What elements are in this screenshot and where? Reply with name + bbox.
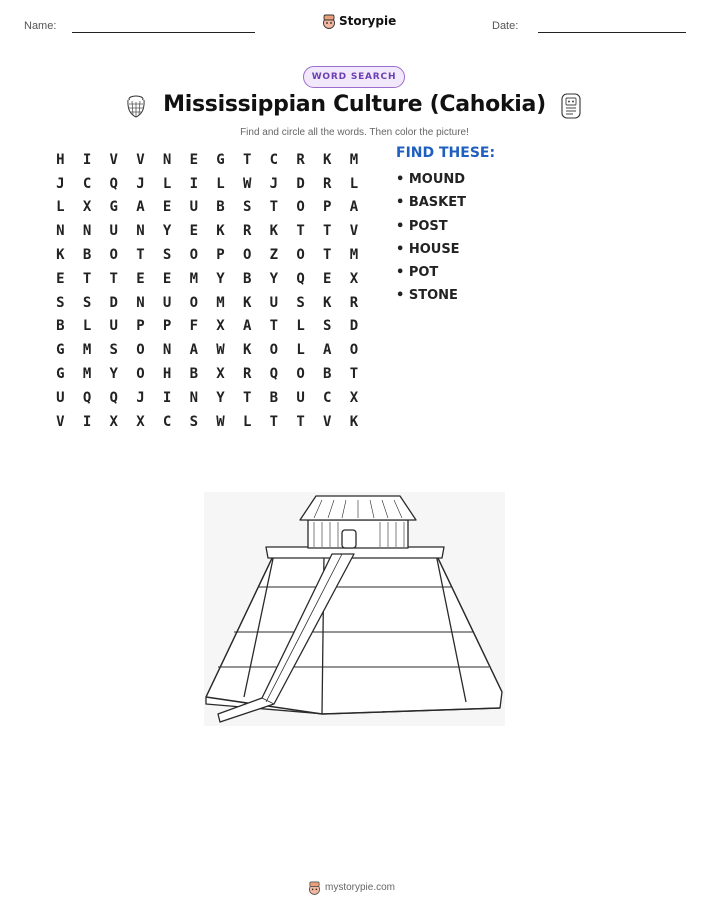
grid-letter[interactable]: S [323, 318, 332, 335]
grid-letter[interactable]: U [109, 223, 118, 240]
grid-row [47, 267, 367, 291]
grid-letter[interactable]: O [269, 342, 279, 359]
grid-row [47, 243, 367, 267]
grid-letter[interactable]: A [136, 199, 145, 216]
grid-letter[interactable]: T [269, 199, 279, 216]
grid-letter[interactable]: L [296, 318, 305, 335]
grid-letter[interactable]: V [349, 223, 359, 240]
grid-letter[interactable]: O [189, 294, 198, 311]
grid-letter[interactable]: Z [269, 247, 279, 264]
grid-letter[interactable]: R [242, 366, 252, 383]
grid-letter[interactable]: Q [109, 389, 118, 406]
grid-letter[interactable]: Q [269, 366, 279, 383]
grid-letter[interactable]: S [189, 413, 198, 430]
grid-letter[interactable]: D [296, 175, 305, 192]
grid-letter[interactable]: O [136, 342, 145, 359]
name-label: Name: [24, 20, 57, 32]
grid-letter[interactable]: U [162, 294, 172, 311]
grid-letter[interactable]: B [269, 389, 279, 406]
grid-letter[interactable]: N [56, 223, 65, 240]
word-list [396, 172, 466, 312]
storypie-mascot-icon [322, 13, 336, 29]
grid-letter[interactable]: T [269, 413, 279, 430]
grid-letter[interactable]: T [323, 247, 332, 264]
grid-letter[interactable]: D [349, 318, 359, 335]
grid-letter[interactable]: K [269, 223, 279, 240]
grid-letter[interactable]: E [162, 199, 172, 216]
grid-letter[interactable]: A [242, 318, 252, 335]
grid-letter[interactable]: P [162, 318, 172, 335]
grid-letter[interactable]: P [136, 318, 145, 335]
grid-row [47, 386, 367, 410]
word-list-item: • POT [396, 265, 439, 281]
grid-letter[interactable]: O [136, 366, 145, 383]
grid-letter[interactable]: Y [216, 270, 225, 287]
grid-letter[interactable]: K [323, 151, 332, 168]
grid-letter[interactable]: B [56, 318, 65, 335]
grid-letter[interactable]: O [296, 247, 305, 264]
grid-letter[interactable]: T [323, 223, 332, 240]
grid-row [47, 196, 367, 220]
grid-letter[interactable]: P [216, 247, 225, 264]
grid-letter[interactable]: K [56, 247, 65, 264]
grid-letter[interactable]: X [349, 270, 359, 287]
grid-letter[interactable]: E [56, 270, 65, 287]
grid-letter[interactable]: I [162, 389, 172, 406]
grid-letter[interactable]: U [296, 389, 305, 406]
grid-letter[interactable]: X [109, 413, 118, 430]
grid-letter[interactable]: V [56, 413, 65, 430]
grid-letter[interactable]: X [216, 366, 225, 383]
letter-grid[interactable] [47, 148, 367, 434]
grid-letter[interactable]: M [216, 294, 225, 311]
grid-letter[interactable]: N [162, 151, 172, 168]
grid-letter[interactable]: O [109, 247, 118, 264]
word-list-item: • HOUSE [396, 241, 460, 257]
grid-letter[interactable]: M [349, 247, 359, 264]
grid-letter[interactable]: X [82, 199, 92, 216]
grid-letter[interactable]: V [136, 151, 145, 168]
grid-letter[interactable]: X [349, 389, 359, 406]
grid-letter[interactable]: A [349, 199, 359, 216]
platform-mound-temple-drawing [204, 492, 505, 726]
grid-letter[interactable]: M [82, 366, 92, 383]
grid-letter[interactable]: K [323, 294, 332, 311]
grid-letter[interactable]: U [189, 199, 198, 216]
grid-letter[interactable]: U [109, 318, 118, 335]
instructions: Find and circle all the words. Then color the picture! [240, 127, 469, 138]
grid-letter[interactable]: O [296, 199, 305, 216]
grid-letter[interactable]: J [136, 175, 145, 192]
grid-letter[interactable]: L [162, 175, 172, 192]
grid-letter[interactable]: T [109, 270, 118, 287]
grid-letter[interactable]: E [323, 270, 332, 287]
grid-letter[interactable]: T [269, 318, 279, 335]
grid-letter[interactable]: Q [109, 175, 118, 192]
grid-letter[interactable]: C [162, 413, 172, 430]
grid-letter[interactable]: E [136, 270, 145, 287]
grid-letter[interactable]: K [216, 223, 225, 240]
grid-letter[interactable]: K [349, 413, 359, 430]
grid-letter[interactable]: Y [269, 270, 279, 287]
storypie-mascot-icon [308, 880, 321, 895]
grid-letter[interactable]: T [242, 389, 252, 406]
grid-letter[interactable]: R [296, 151, 305, 168]
grid-letter[interactable]: W [216, 342, 225, 359]
grid-letter[interactable]: I [82, 413, 92, 430]
grid-letter[interactable]: M [189, 270, 198, 287]
grid-letter[interactable]: R [349, 294, 359, 311]
grid-letter[interactable]: T [82, 270, 92, 287]
grid-letter[interactable]: D [109, 294, 118, 311]
grid-letter[interactable]: V [323, 413, 332, 430]
grid-letter[interactable]: G [216, 151, 225, 168]
date-line[interactable] [538, 32, 686, 33]
word-search-badge: WORD SEARCH [303, 66, 405, 88]
grid-letter[interactable]: M [82, 342, 92, 359]
grid-letter[interactable]: N [82, 223, 92, 240]
grid-letter[interactable]: A [189, 342, 198, 359]
grid-letter[interactable]: T [296, 223, 305, 240]
grid-row [47, 291, 367, 315]
grid-row [47, 315, 367, 339]
grid-letter[interactable]: S [296, 294, 305, 311]
grid-letter[interactable]: U [269, 294, 279, 311]
footer-url[interactable]: mystorypie.com [325, 882, 396, 893]
grid-row [47, 148, 367, 172]
grid-letter[interactable]: V [109, 151, 118, 168]
grid-letter[interactable]: O [349, 342, 359, 359]
coloring-picture[interactable] [204, 492, 505, 726]
grid-letter[interactable]: L [216, 175, 225, 192]
grid-letter[interactable]: G [109, 199, 118, 216]
grid-letter[interactable]: T [349, 366, 359, 383]
grid-letter[interactable]: K [242, 342, 252, 359]
grid-letter[interactable]: Y [162, 223, 172, 240]
word-list-item: • MOUND [396, 172, 466, 187]
grid-letter[interactable]: F [189, 318, 198, 335]
grid-letter[interactable]: R [242, 223, 252, 240]
grid-letter[interactable]: S [162, 247, 172, 264]
grid-letter[interactable]: T [242, 151, 252, 168]
grid-letter[interactable]: O [189, 247, 198, 264]
word-list-item: • POST [396, 218, 448, 234]
grid-letter[interactable]: L [296, 342, 305, 359]
grid-letter[interactable]: L [56, 199, 65, 216]
grid-letter[interactable]: M [349, 151, 359, 168]
grid-letter[interactable]: I [189, 175, 198, 192]
grid-letter[interactable]: C [82, 175, 92, 192]
word-list-item: • BASKET [396, 195, 466, 211]
grid-letter[interactable]: S [56, 294, 65, 311]
grid-letter[interactable]: I [82, 151, 92, 168]
grid-row [47, 172, 367, 196]
grid-row [47, 338, 367, 362]
grid-letter[interactable]: O [296, 366, 305, 383]
grid-letter[interactable]: A [323, 342, 332, 359]
grid-letter[interactable]: E [189, 223, 198, 240]
grid-row [47, 219, 367, 243]
grid-letter[interactable]: B [189, 366, 198, 383]
grid-row [47, 410, 367, 434]
date-label: Date: [492, 20, 519, 32]
grid-letter[interactable]: J [136, 389, 145, 406]
grid-letter[interactable]: S [109, 342, 118, 359]
grid-letter[interactable]: B [82, 247, 92, 264]
grid-letter[interactable]: E [162, 270, 172, 287]
grid-letter[interactable]: H [56, 151, 65, 168]
grid-letter[interactable]: N [136, 223, 145, 240]
footer [308, 880, 395, 895]
grid-letter[interactable]: N [136, 294, 145, 311]
grid-letter[interactable]: B [242, 270, 252, 287]
grid-letter[interactable]: X [216, 318, 225, 335]
grid-letter[interactable]: L [242, 413, 252, 430]
grid-letter[interactable]: T [296, 413, 305, 430]
grid-letter[interactable]: T [136, 247, 145, 264]
word-list-item: • STONE [396, 288, 458, 304]
grid-letter[interactable]: G [56, 342, 65, 359]
grid-letter[interactable]: Q [82, 389, 92, 406]
name-line[interactable] [72, 32, 255, 33]
grid-letter[interactable]: E [189, 151, 198, 168]
grid-letter[interactable]: W [242, 175, 252, 192]
grid-letter[interactable]: K [242, 294, 252, 311]
grid-letter[interactable]: W [216, 413, 225, 430]
grid-letter[interactable]: J [56, 175, 65, 192]
grid-letter[interactable]: P [323, 199, 332, 216]
grid-letter[interactable]: Y [109, 366, 118, 383]
stone-tablet-icon [559, 92, 583, 120]
grid-letter[interactable]: O [242, 247, 252, 264]
grid-letter[interactable]: N [189, 389, 198, 406]
grid-letter[interactable]: X [136, 413, 145, 430]
grid-letter[interactable]: C [323, 389, 332, 406]
grid-letter[interactable]: U [56, 389, 65, 406]
grid-letter[interactable]: C [269, 151, 279, 168]
grid-letter[interactable]: Y [216, 389, 225, 406]
grid-letter[interactable]: J [269, 175, 279, 192]
grid-letter[interactable]: Q [296, 270, 305, 287]
brand [322, 13, 396, 29]
find-these-heading: FIND THESE: [396, 145, 496, 161]
grid-letter[interactable]: N [162, 342, 172, 359]
grid-letter[interactable]: S [82, 294, 92, 311]
grid-letter[interactable]: S [242, 199, 252, 216]
grid-letter[interactable]: H [162, 366, 172, 383]
grid-letter[interactable]: B [216, 199, 225, 216]
brand-name: Storypie [339, 14, 397, 28]
page-title: Mississippian Culture (Cahokia) [163, 92, 546, 117]
grid-row [47, 362, 367, 386]
grid-letter[interactable]: B [323, 366, 332, 383]
grid-letter[interactable]: L [82, 318, 92, 335]
grid-letter[interactable]: R [323, 175, 332, 192]
grid-letter[interactable]: L [349, 175, 359, 192]
grid-letter[interactable]: G [56, 366, 65, 383]
